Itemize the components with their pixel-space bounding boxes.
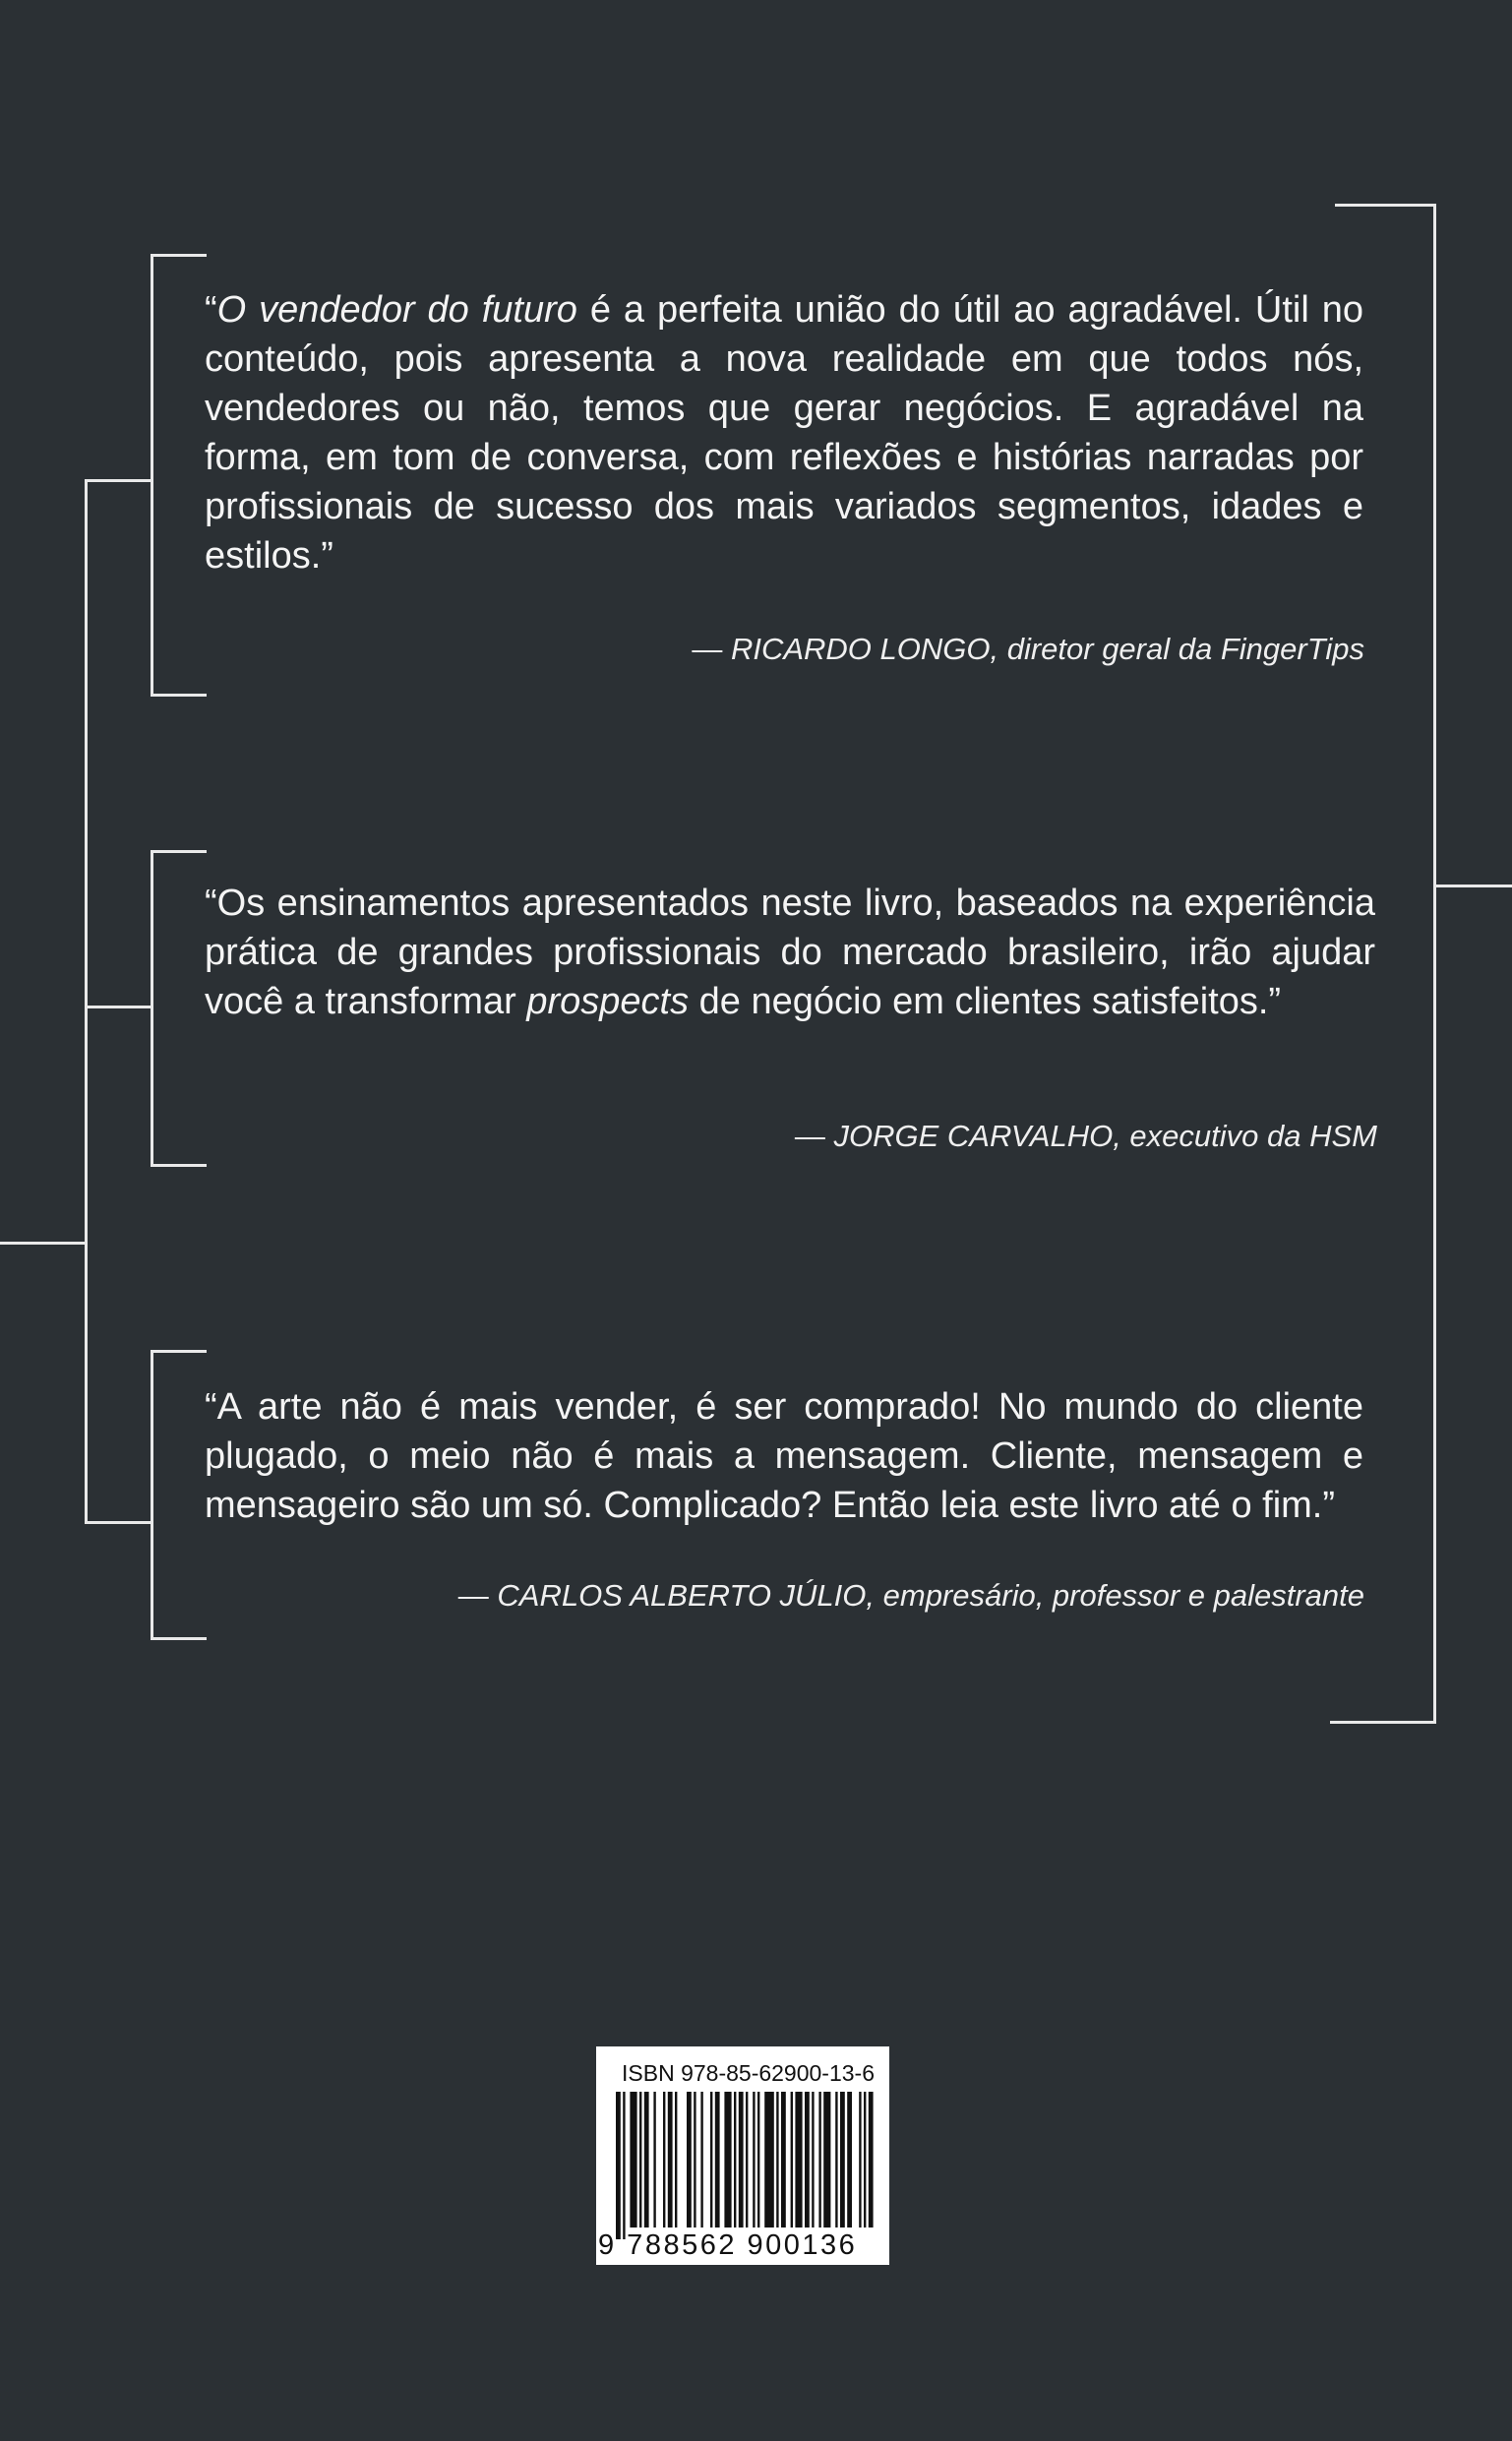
quote-1 [205,285,1363,580]
barcode-bar [835,2092,837,2227]
quote-3-text: “A arte não é mais vender, é ser comprado! No mundo do cliente plugado, o meio não é mais a mensagem. Cliente, mensagem e mensageiro são um só. Complicado? Então leia este livro até o fim.” [205,1386,1363,1526]
barcode-bar [776,2092,778,2227]
bracket-1-top [153,254,207,257]
bracket-2-top [153,850,207,853]
left-stem-horizontal [0,1242,88,1245]
barcode-bar [710,2092,712,2227]
barcode-bar [859,2092,861,2227]
quote-1-open-mark: “ [205,289,217,331]
barcode-bar [675,2092,677,2227]
barcode-bar [630,2092,636,2227]
barcode-bar [864,2092,866,2227]
barcode-bar [795,2092,802,2227]
quote-2-italic-word: prospects [526,981,690,1022]
bracket-2-bottom [153,1164,207,1167]
attribution-3 [458,1576,1364,1616]
attribution-3-name: CARLOS ALBERTO JÚLIO [497,1578,867,1613]
bracket-2-vertical [151,850,153,1167]
barcode-digits: 9 788562 900136 [598,2229,858,2261]
attribution-1-dash: — [692,632,731,666]
barcode-bar [653,2092,655,2227]
barcode-bar [724,2092,731,2227]
barcode-bar [663,2092,665,2227]
barcode-bar [734,2092,736,2227]
left-branch-3 [85,1521,153,1524]
right-bracket-top [1335,204,1436,207]
barcode-bar [805,2092,810,2227]
barcode-bar [623,2092,625,2239]
barcode-bar [764,2092,774,2227]
attribution-3-role: , empresário, professor e palestrante [866,1578,1364,1613]
barcode-bar [746,2092,748,2227]
barcode-bar [818,2092,820,2227]
attribution-1-name: RICARDO LONGO [730,632,991,666]
barcode-bar [812,2092,814,2227]
attribution-3-dash: — [457,1578,498,1613]
barcode-bars [616,2092,874,2239]
barcode-bar [753,2092,755,2227]
barcode-bar [840,2092,845,2227]
barcode-bar [694,2092,696,2227]
quote-3 [205,1382,1363,1530]
barcode-bar [823,2092,830,2227]
attribution-1-role: , diretor geral da FingerTips [990,632,1364,666]
attribution-2-role: , executivo da HSM [1113,1119,1377,1153]
quote-2 [205,879,1375,1026]
barcode-bar [687,2092,692,2227]
right-bracket-bottom [1330,1721,1436,1724]
quote-2-text-before: “Os ensinamentos apresentados neste livro, baseados na experiência prática de grandes profissionais do mercado brasileiro, irão ajudar você a transformar [205,883,1375,1022]
barcode-bar [869,2092,874,2227]
left-branch-2 [85,1006,153,1008]
barcode-bar [639,2092,641,2227]
quote-1-text: é a perfeita união do útil ao agradável. Útil no conteúdo, pois apresenta a nova realidade em que todos nós, vendedores ou não, temos que gerar negócios. E agradável na forma, em tom de conversa, com reflexões e histórias narradas por profissionais de sucesso dos mais variados segmentos, idades e estilos.” [205,289,1363,577]
barcode-bar [791,2092,793,2227]
attribution-2-dash: — [794,1119,834,1153]
right-bracket-stub [1433,885,1512,887]
right-bracket-vertical [1433,204,1436,1724]
barcode-bar [847,2092,852,2227]
quote-1-book-title: O vendedor do futuro [216,289,577,331]
isbn-barcode [596,2046,889,2265]
bracket-3-top [153,1350,207,1353]
attribution-2 [795,1117,1377,1156]
bracket-3-vertical [151,1350,153,1640]
bracket-1-bottom [153,694,207,697]
barcode-bar [644,2092,649,2227]
barcode-bar [739,2092,744,2227]
barcode-bar [668,2092,673,2227]
quote-2-text-after: de negócio em clientes satisfeitos.” [689,981,1282,1022]
barcode-bar [757,2092,759,2227]
left-branch-1 [85,479,153,482]
bracket-3-bottom [153,1637,207,1640]
barcode-bar [700,2092,702,2227]
left-stem-vertical [85,479,88,1524]
bracket-1-vertical [151,254,153,697]
barcode-bar [616,2092,621,2239]
attribution-1 [692,630,1364,669]
attribution-2-name: JORGE CARVALHO [833,1119,1114,1153]
barcode-bar [781,2092,786,2227]
barcode-bar [715,2092,720,2227]
isbn-label: ISBN 978-85-62900-13-6 [622,2060,875,2086]
